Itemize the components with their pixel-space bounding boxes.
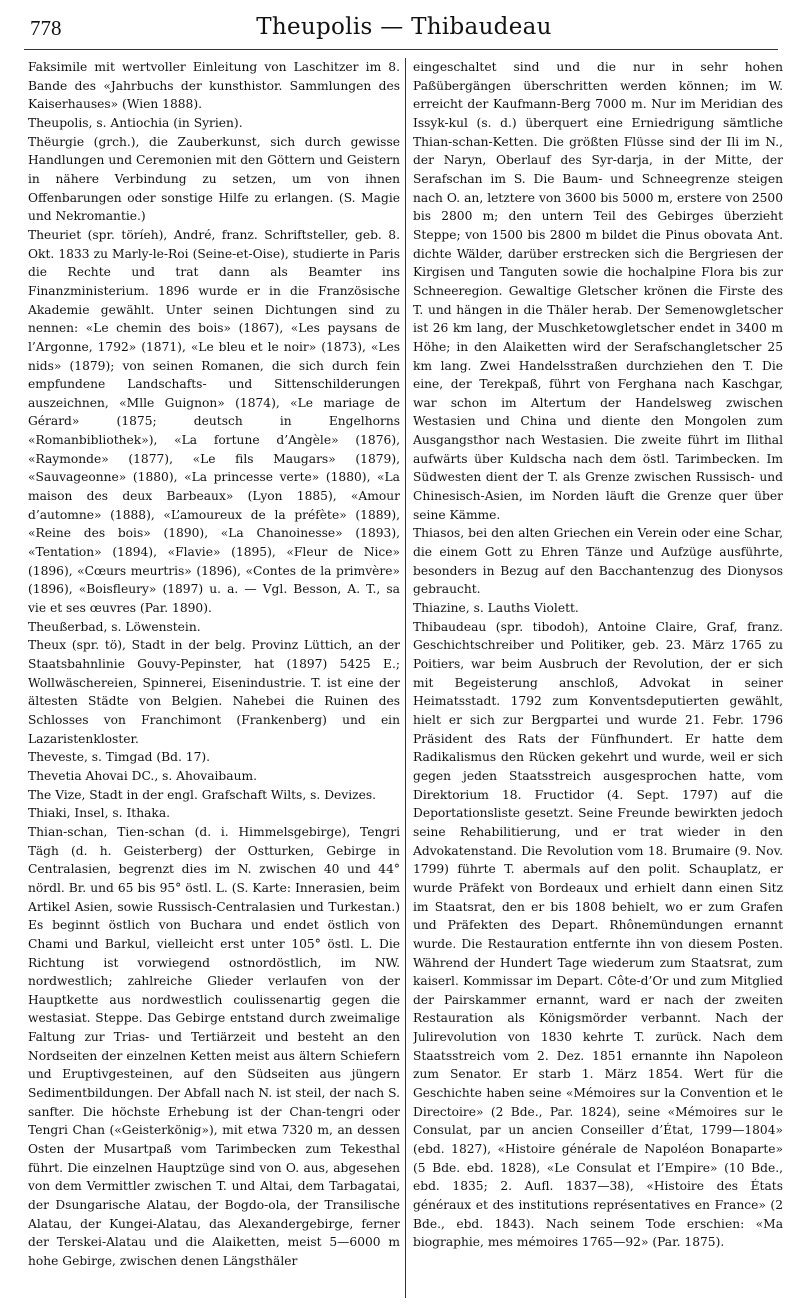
left-column-text: Faksimile mit wertvoller Einleitung von Laschitzer im 8. Bande des «Jahrbuchs der kunsthistor. Sammlungen des Kaiserhauses» (Wien 1888). Theupolis, s. Antiochia (in Syrien). Thëurgie (grch.), die Zauberkunst, sich durch gewisse Handlungen und Ceremonien mit den Göttern und Geistern in nähere Verbindung zu setzen, um von ihnen Offenbarungen oder sonstige Hilfe zu erlangen. (S. Magie und Nekromantie.) Theuriet (spr. töríeh), André, franz. Schriftsteller, geb. 8. Okt. 1833 zu Marly-le-Roi (Seine-et-Oise), studierte in Paris die Rechte und trat dann als Beamter ins Finanzministerium. 1896 wurde er in die Französische Akademie gewählt. Unter seinen Dichtungen sind zu nennen: «Le chemin des bois» (1867), «Les paysans de l’Argonne, 1792» (1871), «Le bleu et le noir» (1873), «Les nids» (1879); von seinen Romanen, die sich durch fein empfundene Landschafts- und Sittenschilderungen auszeichnen, «Mlle Guignon» (1874), «Le mariage de Gérard» (1875; deutsch in Engelhorns «Romanbibliothek»), «La fortune d’Angèle» (1876), «Raymonde» (1877), «Le fils Maugars» (1879), «Sauvageonne» (1880), «La princesse verte» (1880), «La maison des deux Barbeaux» (Lyon 1885), «Amour d’automne» (1888), «L’amoureux de la préfète» (1889), «Reine des bois» (1890), «La Chanoinesse» (1893), «Tentation» (1894), «Flavie» (1895), «Fleur de Nice» (1896), «Cœurs meurtris» (1896), «Contes de la primvère» (1896), «Boisfleury» (1897) u. a. — Vgl. Besson, A. T., sa vie et ses œuvres (Par. 1890). Theußerbad, s. Löwenstein. Theux (spr. tö), Stadt in der belg. Provinz Lüttich, an der Staatsbahnlinie Gouvy-Pepinster, hat (1897) 5425 E.; Wollwäschereien, Spinnerei, Eisenindustrie. T. ist eine der ältesten Städte von Belgien. Nahebei die Ruinen des Schlosses von Franchimont (Frankenberg) und ein Lazaristenkloster. Theveste, s. Timgad (Bd. 17). Thevetia Ahovai DC., s. Ahovaibaum. The Vize, Stadt in der engl. Grafschaft Wilts, s. Devizes. Thiaki, Insel, s. Ithaka. Thian-schan, Tien-schan (d. i. Himmelsgebirge), Tengri Tägh (d. h. Geisterberg) der Ostturken, Gebirge in Centralasien, begrenzt dies im N. zwischen 40 und 44° nördl. Br. und 65 bis 95° östl. L. (S. Karte: Innerasien, beim Artikel Asien, sowie Russisch-Centralasien und Turkestan.) Es beginnt östlich von Buchara und endet östlich von Chami und Barkul, vielleicht erst unter 105° östl. L. Die Richtung ist vorwiegend ostnordöstlich, im NW. nordwestlich; zahlreiche Glieder verlaufen von der Hauptkette aus nordwestlich coulissenartig gegen die westasiat. Steppe. Das Gebirge entstand durch zweimalige Faltung zur Trias- und Tertiärzeit und besteht an den Nordseiten der einzelnen Ketten meist aus ältern Schiefern und Eruptivgesteinen, auf den Südseiten aus jüngern Sedimentbildungen. Der Abfall nach N. ist steil, der nach S. sanfter. Die höchste Erhebung ist der Chan-tengri oder Tengri Chan («Geisterkönig»), mit etwa 7320 m, an dessen Osten der Musartpaß vom Tarimbecken zum Tekesthal führt. Die einzelnen Hauptzüge sind von O. aus, abgesehen von dem Vermittler zwischen T. und Altai, dem Tarbagatai, der Dsungarische Alatau, der Bogdo-ola, der Transilische Alatau, der Kungei-Alatau, das Alexandergebirge, ferner der Terskei-Alatau und die Alaiketten, meist 5—6000 m hohe Gebirge, zwischen denen Längsthäler (28, 60, 400, 1268)
running-head: Theupolis — Thibaudeau (256, 14, 552, 40)
header-rule (24, 49, 778, 50)
page-number: 778 (30, 16, 62, 40)
page-header (30, 8, 778, 48)
column-divider (405, 58, 406, 1298)
right-column-text: eingeschaltet sind und die nur in sehr hohen Paßübergängen überschritten werden können; im W. erreicht der Kaufmann-Berg 7000 m. Nur im Meridian des Issyk-kul (s. d.) überquert eine Erniedrigung sämtliche Thian-schan-Ketten. Die größten Flüsse sind der Ili im N., der Naryn, Oberlauf des Syr-darja, in der Mitte, der Serafschan im S. Die Baum- und Schneegrenze steigen nach O. an, letztere von 3600 bis 5000 m, erstere von 2500 bis 2800 m; den untern Teil des Gebirges überzieht Steppe; von 1500 bis 2800 m bildet die Pinus obovata Ant. dichte Wälder, darüber erstrecken sich die Bergriesen der Kirgisen und Tanguten sowie die hochalpine Flora bis zur Schneeregion. Gewaltige Gletscher krönen die Firste des T. und hängen in die Thäler herab. Der Semenowgletscher ist 26 km lang, der Muschketowgletscher endet in 3400 m Höhe; in den Alaiketten wird der Serafschangletscher 25 km lang. Zwei Handelsstraßen durchziehen den T. Die eine, der Terekpaß, führt von Ferghana nach Kaschgar, war schon im Altertum der Handelsweg zwischen Westasien und China und diente den Mongolen zum Ausgangsthor nach Westasien. Die zweite führt im Ilithal aufwärts über Kuldscha nach dem östl. Tarimbecken. Im Südwesten dient der T. als Grenze zwischen Russisch- und Chinesisch-Asien, im Norden läuft die Grenze quer über seine Kämme. Thiasos, bei den alten Griechen ein Verein oder eine Schar, die einem Gott zu Ehren Tänze und Aufzüge ausführte, besonders in Bezug auf den Bacchantenzug des Dionysos gebraucht. Thiazine, s. Lauths Violett. Thibaudeau (spr. tibodoh), Antoine Claire, Graf, franz. Geschichtschreiber und Politiker, geb. 23. März 1765 zu Poitiers, war beim Ausbruch der Revolution, der er sich mit Begeisterung anschloß, Advokat in seiner Heimatsstadt. 1792 zum Konventsdeputierten gewählt, hielt er sich zur Bergpartei und wurde 21. Febr. 1796 Präsident des Rats der Fünfhundert. Er hatte dem Radikalismus den Rücken gekehrt und wurde, weil er sich gegen jeden Staatsstreich ausgesprochen hatte, vom Direktorium 18. Fructidor (4. Sept. 1797) auf die Deportationsliste gesetzt. Seine Freunde bewirkten jedoch seine Rehabilitierung, und er trat wieder in den Advokatenstand. Die Revolution vom 18. Brumaire (9. Nov. 1799) führte T. abermals auf den polit. Schauplatz, er wurde Präfekt von Bordeaux und erhielt dann einen Sitz im Staatsrat, den er bis 1808 behielt, wo er zum Grafen und Präfekten des Depart. Rhônemündungen ernannt wurde. Die Restauration entfernte ihn von diesem Posten. Während der Hundert Tage wiederum zum Staatsrat, zum kaiserl. Kommissar im Depart. Côte-d’Or und zum Mitglied der Pairskammer ernannt, ward er nach der zweiten Restauration als Königsmörder verbannt. Nach der Julirevolution von 1830 kehrte T. zurück. Nach dem Staatsstreich vom 2. Dez. 1851 ernannte ihn Napoleon zum Senator. Er starb 1. März 1854. Wert für die Geschichte haben seine «Mémoires sur la Convention et le Directoire» (2 Bde., Par. 1824), seine «Mémoires sur le Consulat, par un ancien Conseiller d’État, 1799—1804» (ebd. 1827), «Histoire générale de Napoléon Bonaparte» (5 Bde. ebd. 1828), «Le Consulat et l’Empire» (10 Bde., ebd. 1835; 2. Aufl. 1837—38), «Histoire des États généraux et des institutions représentatives en France» (2 Bde., ebd. 1843). Nach seinem Tode erschien: «Ma biographie, mes mémoires 1765—92» (Par. 1875). (413, 60, 783, 1250)
left-column (28, 58, 400, 1298)
right-column (413, 58, 783, 1298)
